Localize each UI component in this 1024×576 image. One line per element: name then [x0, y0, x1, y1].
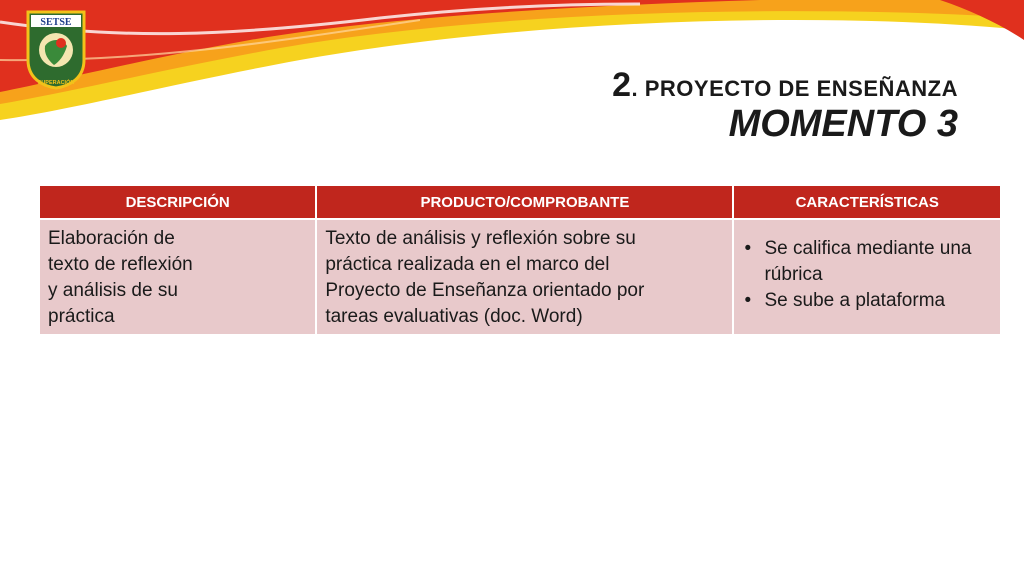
producto-line: Proyecto de Enseñanza orientado por — [325, 280, 645, 301]
descripcion-line: Elaboración de — [48, 228, 175, 249]
table-row — [39, 219, 1001, 335]
header-descripcion: DESCRIPCIÓN — [39, 185, 316, 219]
header-caracteristicas: CARACTERÍSTICAS — [733, 185, 1001, 219]
logo-bottom-text: SUPERACIÓN — [37, 80, 75, 86]
content-table — [38, 184, 1002, 336]
descripcion-line: práctica — [48, 306, 115, 327]
logo-top-text: SETSE — [40, 17, 72, 28]
descripcion-line: texto de reflexión — [48, 254, 193, 275]
list-item: • Se califica mediante una rúbrica — [742, 236, 994, 288]
producto-line: tareas evaluativas (doc. Word) — [325, 306, 583, 327]
table-header-row — [39, 185, 1001, 219]
cell-caracteristicas — [733, 219, 1001, 335]
header-producto: PRODUCTO/COMPROBANTE — [316, 185, 733, 219]
slide-subtitle: MOMENTO 3 — [728, 103, 958, 145]
cell-descripcion — [39, 219, 316, 335]
cell-producto — [316, 219, 733, 335]
title-number: 2 — [612, 66, 632, 104]
producto-line: Texto de análisis y reflexión sobre su — [325, 228, 636, 249]
producto-line: práctica realizada en el marco del — [325, 254, 610, 275]
list-item: • Se sube a plataforma — [742, 288, 994, 314]
title-text: . PROYECTO DE ENSEÑANZA — [631, 76, 958, 101]
descripcion-line: y análisis de su — [48, 280, 178, 301]
slide-title — [612, 66, 958, 146]
caracteristicas-list — [742, 236, 994, 314]
title-line-1 — [612, 66, 958, 105]
setse-logo — [25, 10, 87, 90]
